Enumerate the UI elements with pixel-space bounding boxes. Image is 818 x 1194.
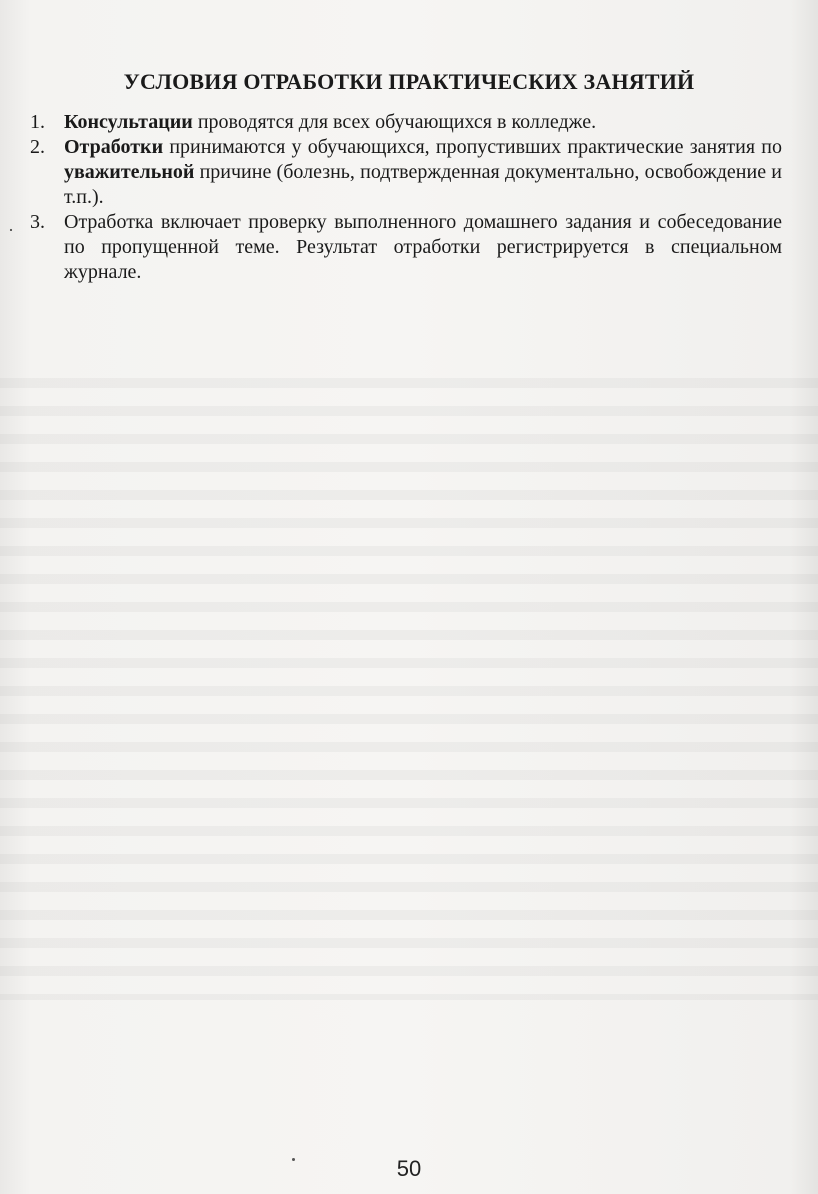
list-item-number: 3. [30,211,45,233]
bleed-through-background [0,360,818,1000]
document-title: УСЛОВИЯ ОТРАБОТКИ ПРАКТИЧЕСКИХ ЗАНЯТИЙ [123,68,695,94]
list-item-body: проводятся для всех обучающихся в колледже. [192,111,597,133]
list-item-text: Отработка включает проверку выполненного домашнего задания и собеседование по пропущенной теме. Результат отработки регистрируется в специальном журнале. [64,211,782,283]
conditions-list [30,110,782,285]
list-item [30,210,782,285]
list-item [30,135,782,210]
list-item [30,110,782,135]
list-item-text [64,110,782,135]
margin-speck-icon: · [8,220,14,240]
list-item-body-a: принимаются у обучающихся, пропустивших практические занятия по [163,136,782,158]
list-item-bold-mid: уважительной [64,161,195,183]
list-item-text [64,135,782,210]
list-item-bold-lead: Консультации [64,111,193,133]
list-item-number: 1. [30,111,45,133]
page-number: 50 [396,1156,422,1181]
list-item-body-b: причине (болезнь, подтвержденная документально, освобождение и т.п.). [64,161,782,208]
list-item-number: 2. [30,136,45,158]
list-item-bold-lead: Отработки [64,136,164,158]
